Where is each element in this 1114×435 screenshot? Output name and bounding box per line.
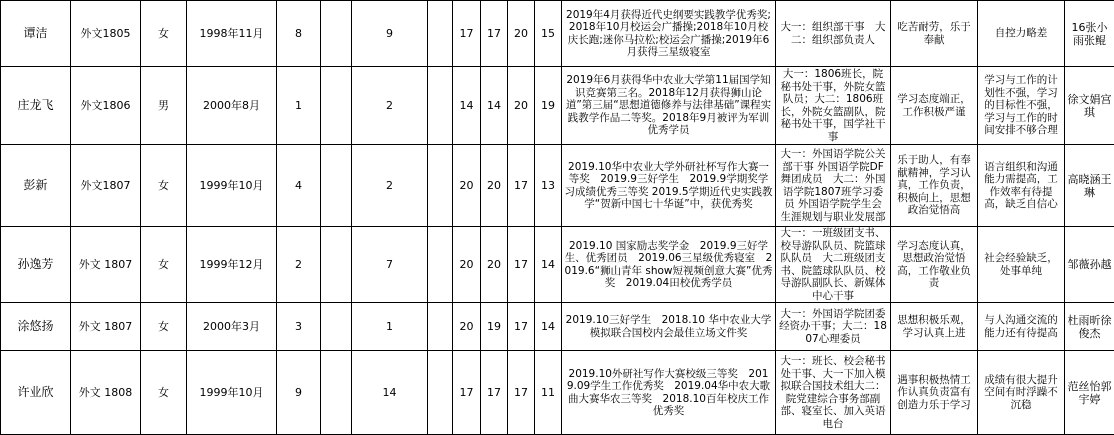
positions-cell: 大一：组织部干事 大二：组织部负责人 — [776, 1, 891, 67]
strengths-cell: 学习态度端正，工作积极严谨 — [891, 67, 978, 145]
positions-cell: 大一：1806班长，院秘书处干事，外院女篮队员；大二：1806班长，外院女篮副队，院秘书处干事，国学社干事 — [776, 67, 891, 145]
score-cell: 17 — [453, 1, 481, 67]
score-cell: 17 — [453, 351, 481, 435]
awards-cell: 2019.10 国家励志奖学金 2019.9三好学生、优秀团员 2019.06三星级优秀寝室 2019.6“狮山青年 show短视频创意大赛”优秀奖 2019.04田校优秀学员 — [562, 227, 776, 303]
student-name: 彭新 — [1, 145, 71, 227]
voters-cell: 16张小雨张鲲 — [1065, 1, 1114, 67]
strengths-cell: 乐于助人，有奉献精神，学习认真，工作负责，积极向上，思想政治觉悟高 — [891, 145, 978, 227]
empty-cell — [428, 351, 453, 435]
rank-cell: 2 — [277, 227, 321, 303]
gender-cell: 男 — [141, 67, 187, 145]
birth-cell: 2000年3月 — [187, 303, 277, 351]
score-cell: 17 — [508, 351, 535, 435]
student-name: 庄龙飞 — [1, 67, 71, 145]
awards-cell: 2019.10外研社写作大赛校级三等奖 2019.09学生工作优秀奖 2019.04华中农大歌曲大赛华农三等奖 2018.10百年校庆工作优秀奖 — [562, 351, 776, 435]
score-cell: 17 — [481, 1, 508, 67]
voters-cell: 杜雨昕徐俊杰 — [1065, 303, 1114, 351]
awards-cell: 2019年4月获得近代史纲要实践教学优秀奖;2018年10月校运会广播操;2018年10月校庆长跑;迷你马拉松;校运会广播操;2019年6月获得三星级寝室 — [562, 1, 776, 67]
empty-cell — [321, 351, 352, 435]
score-cell: 15 — [535, 1, 562, 67]
table-row — [1, 303, 1114, 351]
weaknesses-cell: 学习与工作的计划性不强，学习的目标性不强，学习与工作的时间安排不够合理 — [978, 67, 1065, 145]
score-cell: 20 — [481, 145, 508, 227]
empty-cell — [321, 145, 352, 227]
rank-cell: 4 — [277, 145, 321, 227]
empty-cell — [321, 227, 352, 303]
score-cell: 14 — [481, 67, 508, 145]
weaknesses-cell: 语言组织和沟通能力需提高，工作效率有待提高，缺乏自信心 — [978, 145, 1065, 227]
birth-cell: 1999年10月 — [187, 351, 277, 435]
empty-cell — [321, 67, 352, 145]
table-row — [1, 227, 1114, 303]
score-cell: 17 — [481, 351, 508, 435]
voters-cell: 邹薇孙越 — [1065, 227, 1114, 303]
strengths-cell: 学习态度认真，思想政治觉悟高，工作敬业负责 — [891, 227, 978, 303]
positions-cell: 大一：班长、校会秘书处干事、大一下加入模拟联合国技术组大二：院党建综合事务部副部、寝室长、加入英语电台 — [776, 351, 891, 435]
class-cell: 外文 1807 — [71, 303, 141, 351]
strengths-cell: 遇事积极热情工作认真负责富有创造力乐于学习 — [891, 351, 978, 435]
gender-cell: 女 — [141, 1, 187, 67]
empty-cell — [321, 1, 352, 67]
student-name: 涂悠扬 — [1, 303, 71, 351]
voters-cell: 高晓涵王琳 — [1065, 145, 1114, 227]
class-cell: 外文 1808 — [71, 351, 141, 435]
score-cell: 14 — [453, 67, 481, 145]
class-cell: 外文1805 — [71, 1, 141, 67]
positions-cell: 大一：外国语学院团委经资办干事；大二：1807心理委员 — [776, 303, 891, 351]
positions-cell: 大一：一班级团支书、校导游队队员、院篮球队队员 大二班级团支书、院篮球队队员、校导游队副队长、新媒体中心干事 — [776, 227, 891, 303]
strengths-cell: 思想积极乐观，学习认真上进 — [891, 303, 978, 351]
rank-cell: 2 — [352, 67, 428, 145]
table-row — [1, 145, 1114, 227]
empty-cell — [428, 67, 453, 145]
gender-cell: 女 — [141, 351, 187, 435]
class-cell: 外文1806 — [71, 67, 141, 145]
weaknesses-cell: 自控力略差 — [978, 1, 1065, 67]
weaknesses-cell: 与人沟通交流的能力还有待提高 — [978, 303, 1065, 351]
score-cell: 17 — [508, 303, 535, 351]
empty-cell — [428, 145, 453, 227]
gender-cell: 女 — [141, 303, 187, 351]
score-cell: 20 — [453, 145, 481, 227]
voters-cell: 范丝怡郭宇婷 — [1065, 351, 1114, 435]
gender-cell: 女 — [141, 227, 187, 303]
table-row — [1, 351, 1114, 435]
empty-cell — [428, 227, 453, 303]
score-cell: 17 — [508, 145, 535, 227]
score-cell: 11 — [535, 351, 562, 435]
rank-cell: 8 — [277, 1, 321, 67]
table-row — [1, 67, 1114, 145]
gender-cell: 女 — [141, 145, 187, 227]
empty-cell — [428, 303, 453, 351]
awards-cell: 2019.10三好学生 2018.10 华中农业大学模拟联合国校内会最佳立场文件奖 — [562, 303, 776, 351]
rank-cell: 9 — [277, 351, 321, 435]
strengths-cell: 吃苦耐劳，乐于奉献 — [891, 1, 978, 67]
empty-cell — [428, 1, 453, 67]
rank-cell: 1 — [277, 67, 321, 145]
class-cell: 外文1807 — [71, 145, 141, 227]
student-name: 孙逸芳 — [1, 227, 71, 303]
awards-cell: 2019.10华中农业大学外研社杯写作大赛一等奖 2019.9三好学生 2019.9学期奖学习成绩优秀三等奖 2019.5学期近代史实践教学“贺新中国七十华诞”中，获优秀奖 — [562, 145, 776, 227]
score-cell: 20 — [508, 67, 535, 145]
score-cell: 20 — [453, 227, 481, 303]
score-cell: 13 — [535, 145, 562, 227]
score-cell: 14 — [535, 227, 562, 303]
weaknesses-cell: 社会经验缺乏，处事单纯 — [978, 227, 1065, 303]
score-cell: 20 — [508, 1, 535, 67]
rank-cell: 7 — [352, 227, 428, 303]
birth-cell: 2000年8月 — [187, 67, 277, 145]
positions-cell: 大一：外国语学院公关部干事 外国语学院DF 舞团成员 大二：外国语学院1807班学习委员 外国语学院学生会 生涯规划与职业发展部 — [776, 145, 891, 227]
class-cell: 外文 1807 — [71, 227, 141, 303]
voters-cell: 徐文娟宫琪 — [1065, 67, 1114, 145]
score-cell: 20 — [481, 227, 508, 303]
score-cell: 19 — [535, 67, 562, 145]
rank-cell: 14 — [352, 351, 428, 435]
score-cell: 17 — [508, 227, 535, 303]
table-row — [1, 1, 1114, 67]
awards-cell: 2019年6月获得华中农业大学第11届国学知识竞赛第三名。2018年12月获得狮山论道”第三届“思想道德修养与法律基础”课程实践教学作品二等奖。2018年9月被评为军训优秀学员 — [562, 67, 776, 145]
weaknesses-cell: 成绩有很大提升空间有时浮躁不沉稳 — [978, 351, 1065, 435]
score-cell: 19 — [481, 303, 508, 351]
student-name: 许业欣 — [1, 351, 71, 435]
birth-cell: 1999年10月 — [187, 145, 277, 227]
rank-cell: 2 — [352, 145, 428, 227]
birth-cell: 1998年11月 — [187, 1, 277, 67]
rank-cell: 9 — [352, 1, 428, 67]
rank-cell: 1 — [352, 303, 428, 351]
rank-cell: 3 — [277, 303, 321, 351]
empty-cell — [321, 303, 352, 351]
score-cell: 14 — [535, 303, 562, 351]
birth-cell: 1999年12月 — [187, 227, 277, 303]
score-cell: 20 — [453, 303, 481, 351]
student-name: 谭洁 — [1, 1, 71, 67]
